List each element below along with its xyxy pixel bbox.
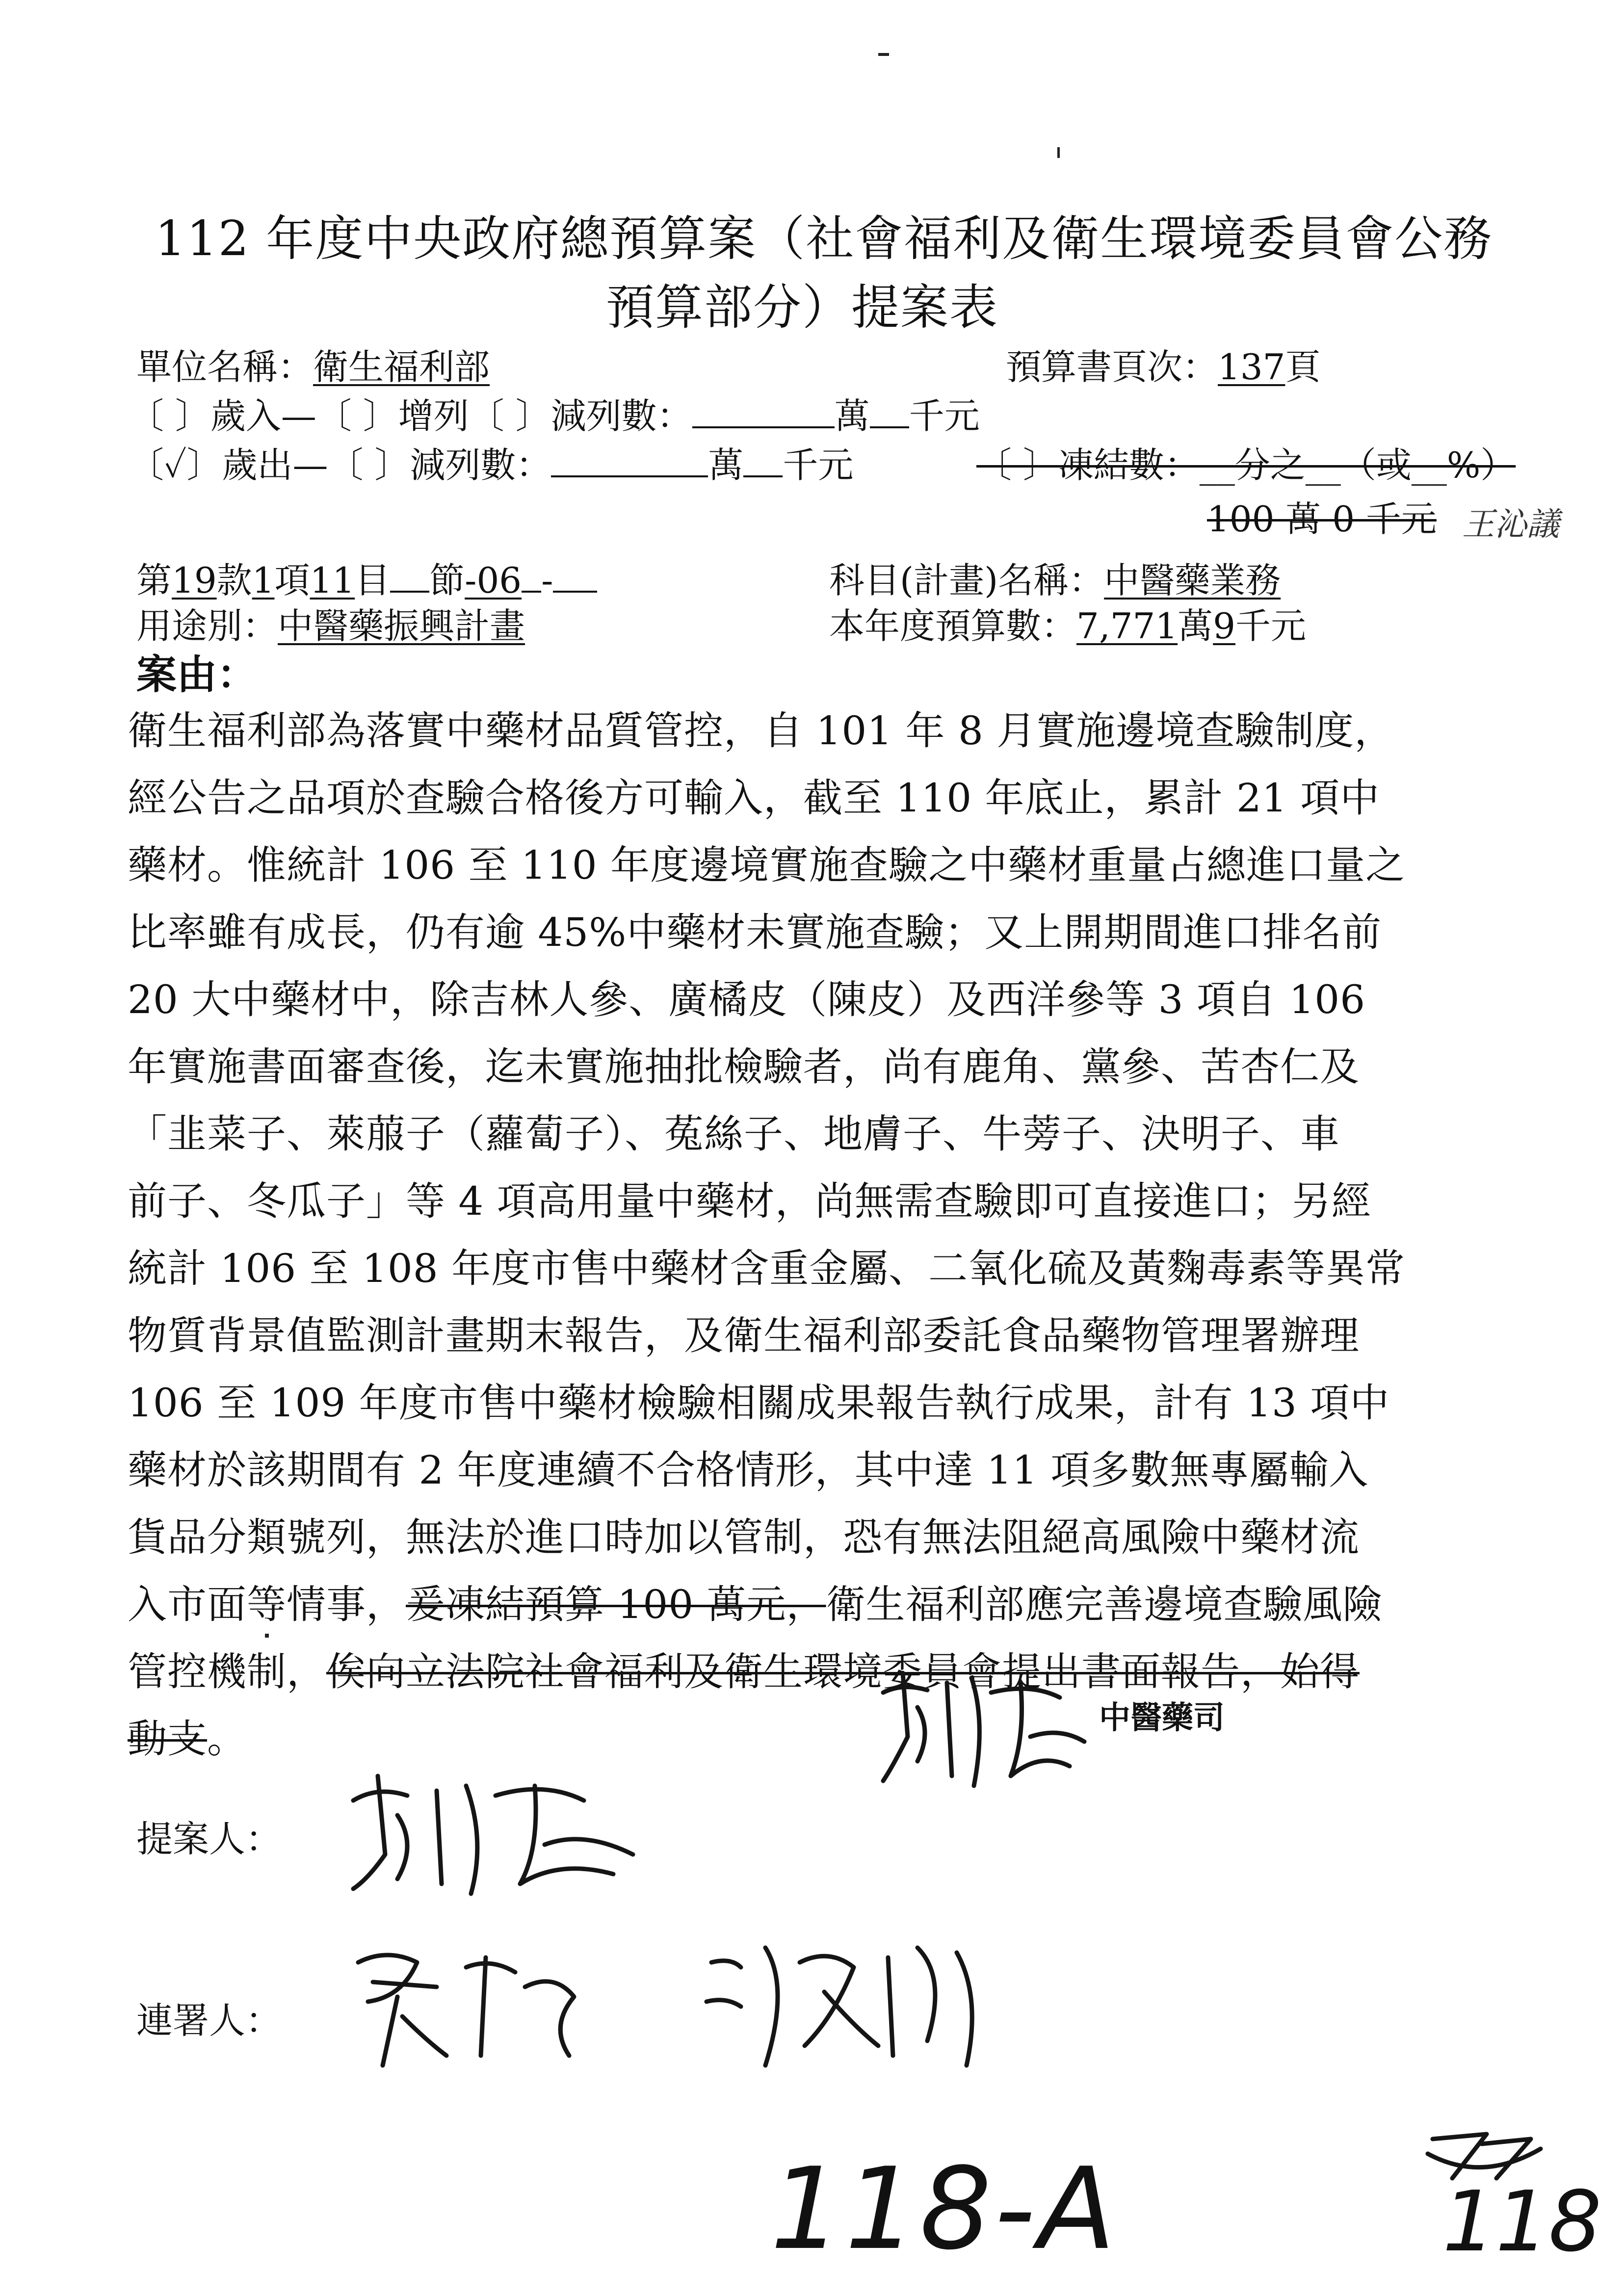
case-line: 衛生福利部為落實中藥材品質管控，自 101 年 8 月實施邊境查驗制度， (128, 708, 1394, 754)
budget-label: 本年度預算數： (829, 605, 1077, 647)
budget-unit: 千元 (1235, 605, 1306, 647)
revenue-row (129, 388, 980, 439)
freeze-text: 〔 〕凍結數：__分之__（或__%） (976, 444, 1516, 486)
mu-no: 11 (310, 560, 355, 601)
kuan-no: 19 (172, 560, 217, 601)
case-text: 入市面等情事， (128, 1582, 406, 1627)
dept-signature (873, 1663, 1099, 1800)
expenditure-row (129, 437, 853, 488)
revenue-qian: 千元 (909, 395, 980, 437)
expenditure-wan: 萬 (708, 444, 744, 486)
cosigner-signature-2 (692, 1918, 996, 2080)
doc-number: 118-A (770, 2144, 1119, 2275)
case-line: 「韭菜子、萊菔子（蘿蔔子）、菟絲子、地膚子、牛蒡子、決明子、車 (128, 1111, 1340, 1157)
jie: 節 (429, 560, 465, 601)
scan-speck (265, 1634, 269, 1638)
unit-row (136, 339, 490, 390)
case-line: 貨品分類號列，無法於進口時加以管制，恐有無法阻絕高風險中藥材流 (128, 1514, 1360, 1560)
dash-blank (553, 561, 597, 593)
case-line (128, 1573, 1383, 1629)
page-label: 預算書頁次： (1006, 346, 1218, 388)
expenditure-qian: 千元 (783, 444, 854, 486)
unit-value: 衛生福利部 (313, 346, 490, 388)
dept-label: 中醫藥司 (1099, 1699, 1225, 1736)
code-blank (522, 561, 541, 593)
page-value: 137 (1218, 346, 1285, 388)
page-number: 118 (1442, 2173, 1602, 2270)
item-number-row (136, 552, 597, 603)
freeze-annotation: 王沁議 (1462, 505, 1559, 543)
case-text: 。 (207, 1716, 247, 1762)
case-line: 20 大中藥材中，除吉林人參、廣橘皮（陳皮）及西洋參等 3 項自 106 (128, 977, 1366, 1022)
expenditure-wan-blank (551, 446, 708, 477)
xiang: 項 (274, 560, 310, 601)
item-prefix: 第 (136, 560, 172, 601)
mu: 目 (355, 560, 391, 601)
budget-qian: 9 (1213, 605, 1235, 647)
case-line: 物質背景值監測計畫期末報告，及衛生福利部委託食品藥物管理署辦理 (128, 1313, 1360, 1358)
unit-label: 單位名稱： (136, 346, 314, 388)
struck-release-clause: 動支 (128, 1716, 207, 1762)
budget-row (829, 598, 1306, 649)
case-line: 經公告之品項於查驗合格後方可輸入，截至 110 年底止，累計 21 項中 (128, 775, 1380, 821)
case-line: 統計 106 至 108 年度市售中藥材含重金屬、二氧化硫及黃麴毒素等異常 (128, 1246, 1406, 1291)
subject-value: 中醫藥業務 (1104, 560, 1281, 601)
case-line: 年實施書面審查後，迄未實施抽批檢驗者，尚有鹿角、黨參、苦杏仁及 (128, 1044, 1360, 1090)
budget-wan: 7,771 (1076, 605, 1178, 647)
case-label: 案由： (136, 651, 258, 698)
revenue-wan-blank (692, 397, 835, 428)
xiang-no: 1 (252, 560, 275, 601)
expenditure-qian-blank (743, 446, 783, 477)
scan-speck (878, 53, 889, 56)
revenue-prefix: 〔 〕歲入—〔 〕增列〔 〕減列數： (129, 395, 692, 437)
code: -06 (465, 560, 522, 601)
struck-report-clause: 俟向立法院社會福利及衛生環境委員會提出書面報告，始得 (326, 1649, 1360, 1695)
case-line: 比率雖有成長，仍有逾 45%中藥材未實施查驗；又上開期間進口排名前 (128, 910, 1382, 955)
budget-wan-unit: 萬 (1178, 605, 1213, 647)
case-line: 106 至 109 年度市售中藥材檢驗相關成果報告執行成果，計有 13 項中 (128, 1380, 1390, 1426)
case-line: 藥材。惟統計 106 至 110 年度邊境實施查驗之中藥材重量占總進口量之 (128, 842, 1406, 888)
case-line (128, 1640, 1360, 1696)
struck-freeze-clause: 爰凍結預算 100 萬元， (406, 1582, 826, 1627)
subject-row (829, 552, 1281, 603)
proposer-signature (339, 1756, 653, 1904)
title-line-2: 預算部分）提案表 (606, 280, 999, 336)
case-text: 衛生福利部應完善邊境查驗風險 (826, 1582, 1383, 1627)
revenue-qian-blank (870, 397, 909, 428)
use-value: 中醫藥振興計畫 (278, 605, 525, 647)
case-line: 前子、冬瓜子」等 4 項高用量中藥材，尚無需查驗即可直接進口；另經 (128, 1178, 1371, 1224)
subject-label: 科目(計畫)名稱： (829, 560, 1104, 601)
proposer-label: 提案人： (136, 1818, 282, 1860)
jie-blank (390, 561, 429, 593)
use-row (136, 598, 525, 649)
page-ref-row (1006, 339, 1320, 390)
case-text: 管控機制， (128, 1649, 326, 1695)
scan-speck (1057, 147, 1060, 158)
case-line: 藥材於該期間有 2 年度連續不合格情形，其中達 11 項多數無專屬輸入 (128, 1447, 1369, 1493)
cosigner-signature-1 (339, 1928, 594, 2075)
cosigner-label: 連署人： (136, 2000, 282, 2042)
revenue-wan: 萬 (834, 395, 870, 437)
freeze-amount: 100 萬 0 千元 (1207, 498, 1437, 540)
use-label: 用途別： (136, 605, 278, 647)
kuan: 款 (216, 560, 252, 601)
dash: - (541, 560, 553, 601)
expenditure-prefix: 〔✓〕歲出—〔 〕減列數： (129, 444, 551, 486)
page-suffix: 頁 (1285, 346, 1321, 388)
case-line (128, 1707, 247, 1764)
title-line-1: 112 年度中央政府總預算案（社會福利及衛生環境委員會公務 (155, 211, 1493, 267)
